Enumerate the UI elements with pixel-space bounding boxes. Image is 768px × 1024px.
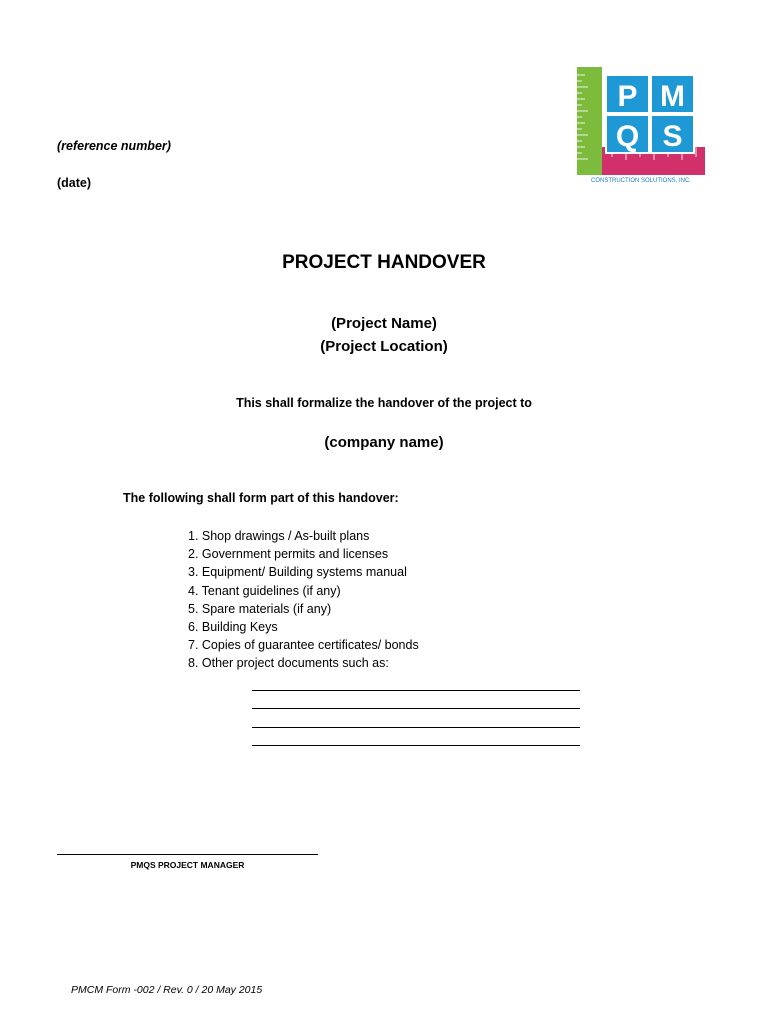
formalize-statement: This shall formalize the handover of the project to (236, 396, 532, 410)
signature-line (57, 854, 318, 855)
signature-label: PMQS PROJECT MANAGER (130, 860, 245, 870)
blank-line (252, 708, 580, 709)
blank-line (252, 727, 580, 728)
logo-tagline: CONSTRUCTION SOLUTIONS, INC. (590, 178, 692, 184)
document-date: (date) (57, 176, 92, 190)
project-location: (Project Location) (320, 338, 448, 355)
logo-letter-s: S (662, 120, 683, 153)
list-item: 1. Shop drawings / As-built plans (188, 529, 370, 543)
pmqs-logo (577, 67, 705, 185)
logo-letter-p: P (617, 80, 638, 113)
form-footer: PMCM Form -002 / Rev. 0 / 20 May 2015 (71, 984, 263, 996)
logo-letter-q: Q (615, 120, 640, 153)
blank-line (252, 745, 580, 746)
list-item: 5. Spare materials (if any) (188, 601, 332, 616)
document-title: PROJECT HANDOVER (282, 252, 486, 273)
project-name: (Project Name) (331, 315, 437, 332)
list-item: 6. Building Keys (188, 619, 278, 634)
handover-items-list (188, 529, 419, 675)
list-item: 8. Other project documents such as: (188, 656, 389, 671)
list-item: 4. Tenant guidelines (if any) (188, 583, 341, 598)
company-name: (company name) (324, 434, 444, 451)
blank-line (252, 690, 580, 691)
logo-letter-m: M (660, 80, 685, 113)
list-item: 2. Government permits and licenses (188, 547, 389, 562)
reference-number: (reference number) (57, 139, 171, 153)
handover-intro: The following shall form part of this handover: (123, 491, 399, 505)
list-item: 7. Copies of guarantee certificates/ bonds (188, 638, 419, 653)
list-item: 3. Equipment/ Building systems manual (188, 565, 407, 580)
